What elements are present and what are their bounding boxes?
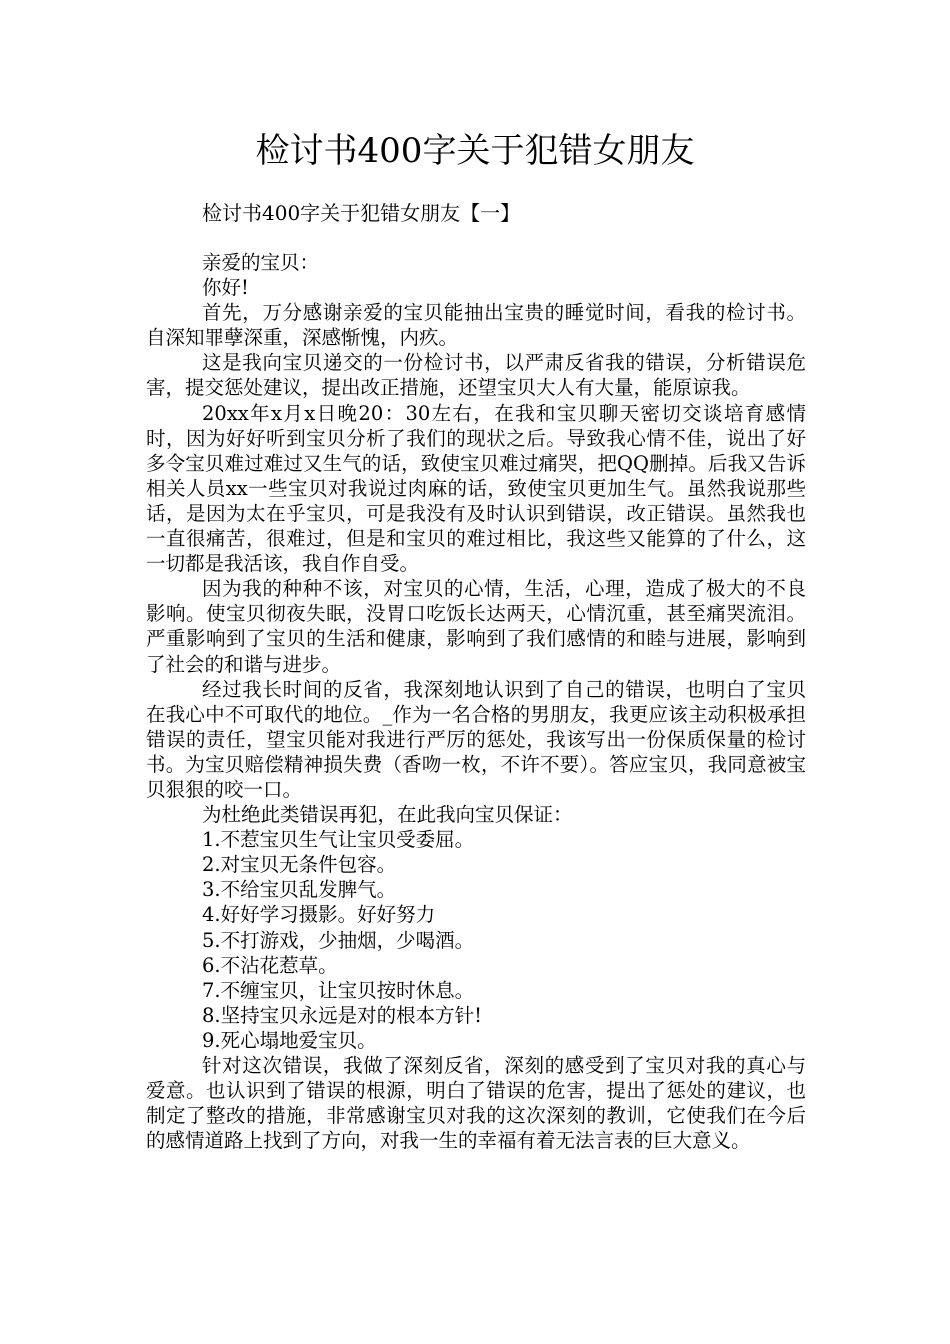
paragraph-opening: 首先，万分感谢亲爱的宝贝能抽出宝贵的睡觉时间，看我的检讨书。自深知罪孽深重，深感惭愧，内疚。 — [146, 301, 806, 350]
document-subtitle: 检讨书400字关于犯错女朋友【一】 — [202, 201, 521, 225]
paragraph-conclusion: 针对这次错误，我做了深刻反省，深刻的感受到了宝贝对我的真心与爱意。也认识到了错误的根源，明白了错误的危害，提出了惩处的建议，也制定了整改的措施，非常感谢宝贝对我的这次深刻的教训，它使我们在今后的感情道路上找到了方向，对我一生的幸福有着无法言表的巨大意义。 — [146, 1054, 806, 1153]
document-body — [146, 250, 806, 1153]
promise-intro: 为杜绝此类错误再犯，在此我向宝贝保证： — [202, 803, 573, 827]
promise-item: 2.对宝贝无条件包容。 — [202, 853, 397, 877]
paragraph-incident: 20xx年x月x日晚20：30左右，在我和宝贝聊天密切交谈培育感情时，因为好好听到宝贝分析了我们的现状之后。导致我心情不佳，说出了好多令宝贝难过难过又生气的话，致使宝贝难过痛哭，把QQ删掉。后我又告诉相关人员xx一些宝贝对我说过肉麻的话，致使宝贝更加生气。虽然我说那些话，是因为太在乎宝贝，可是我没有及时认识到错误，改正错误。虽然我也一直很痛苦，很难过，但是和宝贝的难过相比，我这些又能算的了什么，这一切都是我活该，我自作自受。 — [146, 401, 806, 576]
promise-item: 9.死心塌地爱宝贝。 — [202, 1028, 377, 1052]
promise-item: 3.不给宝贝乱发脾气。 — [202, 878, 397, 902]
promise-item: 8.坚持宝贝永远是对的根本方针! — [202, 1003, 482, 1027]
promise-item: 4.好好学习摄影。好好努力 — [202, 903, 436, 927]
promise-item: 6.不沾花惹草。 — [202, 953, 338, 977]
promise-item: 5.不打游戏，少抽烟，少喝酒。 — [202, 928, 475, 952]
document-title: 检讨书400字关于犯错女朋友 — [255, 131, 695, 171]
greeting-line: 亲爱的宝贝： — [202, 251, 320, 274]
paragraph-impact: 因为我的种种不该，对宝贝的心情，生活，心理，造成了极大的不良影响。使宝贝彻夜失眠，没胃口吃饭长达两天，心情沉重，甚至痛哭流泪。严重影响到了宝贝的生活和健康，影响到了我们感情的和睦与进展，影响到了社会的和谐与进步。 — [146, 577, 806, 676]
hello-line: 你好! — [202, 276, 249, 300]
promise-item: 7.不缠宝贝，让宝贝按时休息。 — [202, 978, 475, 1002]
paragraph-purpose: 这是我向宝贝递交的一份检讨书，以严肃反省我的错误，分析错误危害，提交惩处建议，提出改正措施，还望宝贝大人有大量，能原谅我。 — [146, 351, 806, 400]
paragraph-reflection: 经过我长时间的反省，我深刻地认识到了自己的错误，也明白了宝贝在我心中不可取代的地位。_作为一名合格的男朋友，我更应该主动积极承担错误的责任，望宝贝能对我进行严厉的惩处，我该写出一份保质保量的检讨书。为宝贝赔偿精神损失费（香吻一枚，不许不要）。答应宝贝，我同意被宝贝狠狠的咬一口。 — [146, 677, 806, 801]
promise-item: 1.不惹宝贝生气让宝贝受委屈。 — [202, 828, 475, 852]
